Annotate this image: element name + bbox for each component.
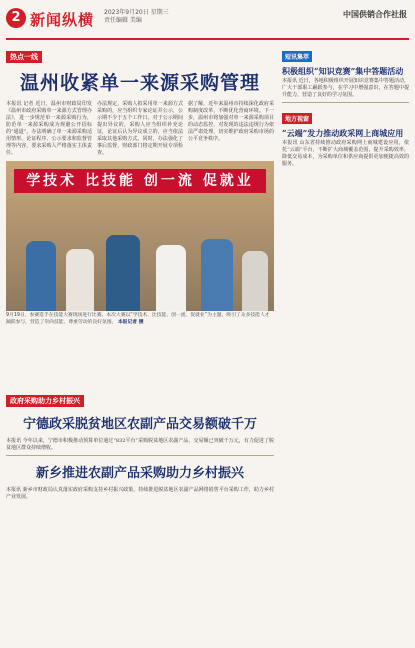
masthead bbox=[6, 6, 409, 40]
lead-story bbox=[6, 44, 274, 326]
news-photo bbox=[6, 161, 274, 311]
lead-body-col: 本报讯 记者 近日，温州市财政局印发《温州市政府采购单一来源方式管理办法》，进一步规范单一来源采购行为，防范单一来源采购成为规避公开招标的“通道”。办法明确了单一来源采购适用情形、论证程序、公示要求和监督管理等内容，要求采购人严格落实主体责任。 bbox=[6, 101, 92, 156]
right-top-tag: 短讯集萃 bbox=[282, 51, 312, 62]
editor-line: 责任编辑 美编 bbox=[104, 17, 142, 24]
rural-section bbox=[6, 388, 274, 501]
divider bbox=[282, 102, 409, 103]
person-figure bbox=[242, 251, 268, 311]
right-mid-tag: 地方视窗 bbox=[282, 113, 312, 124]
lead-body-col: 办法规定，采购人拟采用单一来源方式采购的，应当组织专家论证并公示，公示期不少于五个工作日。对于公示期间提出异议的，采购人应当组织补充论证，论证后认为异议成立的，应当依法采取其他采购方式。同时，办法强化了事后监督，财政部门将定期开展专项检查。 bbox=[97, 101, 183, 156]
lead-kicker: 热点一线 bbox=[6, 51, 42, 63]
rural-headline-1: 宁德政采脱贫地区农副产品交易额破千万 bbox=[22, 417, 257, 432]
lead-body-col: 据了解，近年来温州市持续深化政府采购制度改革，不断优化营商环境。下一步，温州市将加强对单一来源采购项目的动态监控，对发现的违法违规行为依法严肃处理，切实维护政府采购市场的公平竞争秩序。 bbox=[188, 101, 274, 142]
person-figure bbox=[106, 235, 140, 311]
page-number-badge: 2 bbox=[6, 8, 26, 28]
rural-body-1: 本报讯 今年以来，宁德市积极推动预算单位通过“832平台”采购脱贫地区农副产品，交易额已突破千万元，有力促进了脱贫地区群众持续增收。 bbox=[6, 438, 274, 451]
rural-headline-2: 新乡推进农副产品采购助力乡村振兴 bbox=[35, 466, 244, 481]
right-top-headline: 积极组织“知识竞赛”集中答题活动 bbox=[282, 66, 404, 76]
person-figure bbox=[156, 245, 186, 311]
person-figure bbox=[26, 241, 56, 311]
lead-body bbox=[6, 101, 274, 157]
right-mid-headline: “云端”发力推动政采网上商城应用 bbox=[282, 128, 404, 138]
person-figure bbox=[66, 249, 94, 311]
photo-caption bbox=[6, 313, 274, 326]
rural-section-tag: 政府采购助力乡村振兴 bbox=[6, 395, 84, 407]
divider bbox=[6, 455, 274, 456]
person-figure bbox=[201, 239, 233, 311]
right-mid-body: 本报讯 山东省持续推动政府采购网上商城建设应用，依托“云端”平台，不断扩大商城覆盖范围，提升采购效率，降低交易成本，为采购单位和供应商提供更加便捷高效的服务。 bbox=[282, 140, 409, 167]
rural-body-2: 本报讯 新乡市财政局认真落实政府采购支持乡村振兴政策，持续推进脱贫地区农副产品网络销售平台采购工作，助力乡村产业发展。 bbox=[6, 487, 274, 500]
caption-text: 9月19日，参赛选手在技能大赛现场进行比赛。本次大赛以“学技术、比技能、创一流、促就业”为主题，吸引了众多技能人才踊跃参与，营造了崇尚技能、尊重劳动的良好氛围。 bbox=[6, 313, 270, 325]
issue-meta bbox=[104, 9, 169, 25]
paper-brand-name: 中国供销合作社报 bbox=[343, 9, 407, 19]
issue-date: 2023年9月20日 星期三 bbox=[104, 9, 169, 16]
right-column bbox=[282, 44, 409, 168]
caption-credit: 本报记者 摄 bbox=[117, 319, 144, 325]
section-title: 新闻纵横 bbox=[30, 11, 95, 29]
lead-headline: 温州收紧单一来源采购管理 bbox=[19, 72, 260, 94]
paper-brand bbox=[343, 9, 407, 20]
photo-banner: 学技术 比技能 创一流 促就业 bbox=[14, 169, 266, 193]
right-top-body: 本报讯 近日，各地积极组织开展知识竞赛集中答题活动，广大干部职工踊跃参与，在学习中增强意识，在答题中提升能力，营造了良好的学习氛围。 bbox=[282, 78, 409, 98]
